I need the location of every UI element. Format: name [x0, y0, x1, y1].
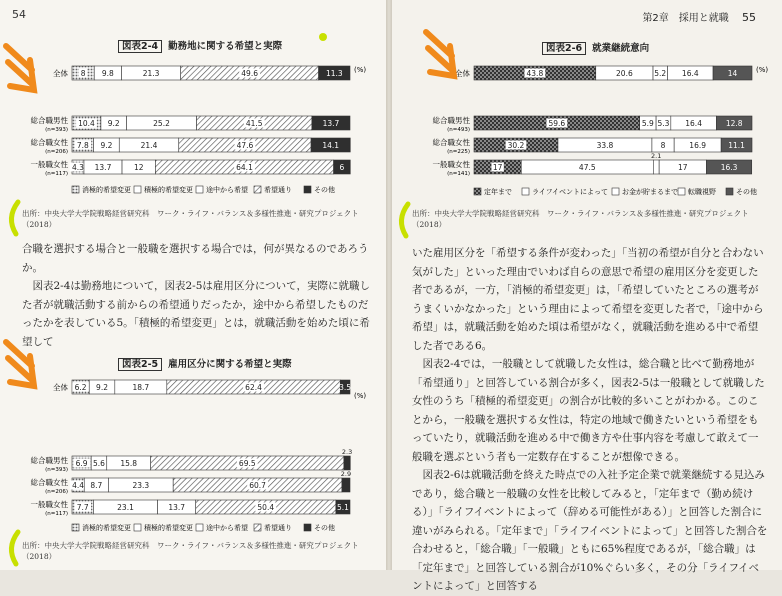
figure-2-5-title [118, 356, 292, 370]
paragraph: いた雇用区分を「希望する条件が変わった」「当初の希望が自分と合わない気がした」といった理由でいわば自らの意思で希望の雇用区分を変更した者であるが，一方，「消極的希望変更」は，「希望していたところの選考がうまくいかなかった」という理由によって希望を変更した者で，「途中から希望」は，就職活動を始めた頃は希望がなく，就職活動を進める中で希望した者である6。 [412, 247, 764, 352]
paragraph: 図表2-4は勤務地について，図表2-5は雇用区分について，実際に就職した者が就職活動する前からの希望通りだったか，途中から希望したものだったかを表している5。「積極的希望変更」とは，就職活動を始めた頃に希望して [22, 280, 370, 348]
data-label: 33.8 [596, 141, 614, 150]
orange-arrow-mark [2, 40, 42, 100]
legend-swatch [304, 186, 311, 193]
data-label: 43.8 [526, 69, 544, 78]
data-label: 5.3 [657, 119, 670, 128]
left-body-text [22, 240, 372, 351]
data-label: 8 [660, 141, 666, 150]
legend-label: 定年まで [484, 188, 512, 196]
bar-segment [342, 478, 350, 492]
data-label: 5.1 [336, 503, 349, 512]
category-label: 総合職女性 [30, 478, 68, 487]
data-label: 2.3 [341, 448, 353, 456]
bar-segment [653, 160, 659, 174]
legend-swatch [522, 188, 529, 195]
unit-label: (%) [354, 66, 367, 74]
data-label: 4.3 [72, 163, 84, 172]
category-note: (n=393) [45, 467, 68, 473]
figure-2-5-source: 出所：中央大学大学院戦略経営研究科 ワーク・ライフ・バランス＆多様性推進・研究プロジェクト（2018） [22, 541, 359, 561]
data-label: 16.4 [681, 69, 699, 78]
data-label: 17 [678, 163, 688, 172]
data-label: 10.4 [78, 119, 95, 128]
paragraph: 図表2-4では，一般職として就職した女性は，総合職と比べて勤務地が「希望通り」と回答している割合が多く，図表2-5は一般職として就職した女性のうち「積極的希望変更」の割合が比較的多いことがわかる。このことから，一般職を選択する女性は，特定の地域で働きたいという希望をもっていたり，就職活動を進める中で働き方や仕事内容を考慮して敢えて一般職を選ぶという者も一定数存在することが想像できる。 [412, 358, 765, 463]
data-label: 50.4 [257, 503, 275, 512]
data-label: 13.7 [168, 503, 186, 512]
legend-label: 転職視野 [688, 188, 716, 196]
data-label: 2.9 [340, 470, 352, 478]
legend-label: その他 [314, 186, 335, 194]
paragraph: 図表2-6は就職活動を終えた時点での入社予定企業で就業継続する見込みであり，総合職と一般職の女性を比較してみると，「定年まで（勤め続ける）」「ライフイベントによって（辞める可能性がある）」と回答した割合に違いがみられる。「定年まで」「ライフイベントによって」と回答した割合を合わせると，「総合職」「一般職」ともに65%程度であるが，「総合職」は「定年まで」と回答している割合が10%ぐらい多く，その分「ライフイベントによって」と回答する [412, 469, 768, 592]
bar-segment [344, 456, 350, 470]
data-label: 16.9 [689, 141, 707, 150]
data-label: 9.2 [96, 383, 108, 392]
data-label: 16.3 [720, 163, 738, 172]
data-label: 47.6 [236, 141, 254, 150]
data-label: 2.1 [651, 152, 662, 160]
figure-title-text: 就業継続意向 [592, 43, 650, 54]
data-label: 21.4 [140, 141, 158, 150]
data-label: 6.9 [75, 459, 88, 468]
data-label: 12 [133, 163, 144, 172]
category-label: 全体 [53, 69, 68, 78]
figure-number: 図表2-6 [542, 42, 586, 55]
legend-label: 積極的希望変更 [144, 186, 193, 194]
page-number-right: 55 [742, 11, 756, 24]
category-note: (n=225) [447, 149, 470, 155]
category-note: (n=141) [447, 171, 470, 177]
category-label: 総合職男性 [30, 116, 68, 125]
unit-label: (%) [354, 392, 367, 400]
figure-title-text: 雇用区分に関する希望と実際 [168, 359, 292, 370]
data-label: 25.2 [153, 119, 170, 128]
data-label: 59.6 [548, 119, 566, 128]
figure-2-6-title [542, 40, 649, 54]
figure-2-6-source: 出所：中央大学大学院戦略経営研究科 ワーク・ライフ・バランス＆多様性推進・研究プロジェクト（2018） [412, 209, 749, 229]
data-label: 47.5 [578, 163, 596, 172]
right-page [392, 0, 782, 592]
data-label: 8 [80, 69, 86, 78]
data-label: 5.2 [654, 69, 667, 78]
legend-swatch [72, 186, 79, 193]
figure-2-4-title [118, 38, 282, 52]
legend-swatch [254, 186, 261, 193]
data-label: 3.5 [339, 383, 352, 392]
yellow-bracket-mark [4, 528, 22, 568]
data-label: 11.1 [728, 141, 745, 150]
data-label: 13.7 [322, 119, 340, 128]
data-label: 9.8 [101, 69, 114, 78]
data-label: 17 [492, 163, 503, 172]
category-label: 全体 [53, 383, 68, 392]
legend-label: 消極的希望変更 [82, 186, 131, 194]
category-label: 一般職女性 [30, 160, 68, 169]
data-label: 14 [727, 69, 738, 78]
legend-swatch [134, 186, 141, 193]
category-label: 全体 [455, 69, 470, 78]
data-label: 69.5 [238, 459, 256, 468]
page-number-left: 54 [12, 8, 26, 21]
orange-arrow-mark [422, 26, 462, 82]
data-label: 60.7 [249, 481, 266, 490]
data-label: 20.6 [616, 69, 633, 78]
legend-label: 途中から希望 [206, 524, 248, 532]
legend-swatch [474, 188, 481, 195]
data-label: 23.3 [132, 481, 150, 490]
data-label: 62.4 [245, 383, 262, 392]
data-label: 14.1 [322, 141, 340, 150]
legend-swatch [726, 188, 733, 195]
data-label: 30.2 [507, 141, 525, 150]
yellow-dot-mark [316, 30, 330, 44]
legend-swatch [196, 186, 203, 193]
legend-swatch [304, 524, 311, 531]
orange-arrow-mark [2, 336, 42, 396]
figure-title-text: 勤務地に関する希望と実際 [168, 41, 283, 52]
data-label: 13.7 [94, 163, 112, 172]
data-label: 12.8 [725, 119, 743, 128]
category-label: 一般職女性 [432, 160, 470, 169]
data-label: 15.8 [120, 459, 138, 468]
figure-number: 図表2-5 [118, 358, 162, 371]
category-note: (n=206) [45, 149, 68, 155]
category-label: 総合職男性 [432, 116, 470, 125]
data-label: 6 [339, 163, 345, 172]
data-label: 11.3 [325, 69, 343, 78]
legend-label: ライフイベントによって [532, 188, 608, 196]
data-label: 5.9 [641, 119, 654, 128]
yellow-bracket-mark [4, 198, 22, 238]
data-label: 7.8 [76, 141, 89, 150]
data-label: 21.3 [142, 69, 160, 78]
legend-label: 消極的希望変更 [82, 524, 131, 532]
right-body-text [412, 244, 768, 596]
data-label: 6.2 [74, 383, 87, 392]
category-note: (n=117) [45, 511, 68, 517]
legend-label: その他 [736, 188, 757, 196]
unit-label: (%) [756, 66, 769, 74]
category-label: 一般職女性 [30, 500, 68, 509]
data-label: 5.6 [92, 459, 105, 468]
data-label: 49.6 [241, 69, 258, 78]
data-label: 8.7 [90, 481, 103, 490]
paragraph: 合職を選択する場合と一般職を選択する場合では，何が異なるのであろうか。 [22, 243, 369, 274]
chapter-header [642, 9, 756, 24]
legend-swatch [678, 188, 685, 195]
category-note: (n=206) [45, 489, 68, 495]
data-label: 23.1 [117, 503, 134, 512]
legend-swatch [196, 524, 203, 531]
category-note: (n=117) [45, 171, 68, 177]
chart-2-5 [0, 370, 386, 536]
category-note: (n=493) [447, 127, 470, 133]
chapter-title: 第2章 採用と就職 [642, 13, 729, 24]
data-label: 18.7 [132, 383, 150, 392]
legend-swatch [254, 524, 261, 531]
yellow-bracket-mark [394, 200, 412, 240]
category-note: (n=393) [45, 127, 68, 133]
legend-label: 途中から希望 [206, 186, 248, 194]
legend-label: その他 [314, 524, 335, 532]
data-label: 9.2 [107, 119, 120, 128]
chart-2-4 [0, 56, 386, 202]
data-label: 7.7 [76, 503, 89, 512]
legend-label: お金が貯まるまで [622, 188, 678, 196]
category-label: 総合職女性 [30, 138, 68, 147]
legend-swatch [72, 524, 79, 531]
data-label: 64.1 [236, 163, 253, 172]
category-label: 総合職女性 [432, 138, 470, 147]
data-label: 9.2 [100, 141, 113, 150]
data-label: 41.5 [245, 119, 263, 128]
left-page [0, 0, 386, 570]
legend-label: 積極的希望変更 [144, 524, 193, 532]
legend-label: 希望通り [264, 524, 292, 532]
category-label: 総合職男性 [30, 456, 68, 465]
data-label: 4.4 [72, 481, 85, 490]
figure-number: 図表2-4 [118, 40, 162, 53]
legend-swatch [134, 524, 141, 531]
legend-label: 希望通り [264, 186, 292, 194]
figure-2-4-source: 出所：中央大学大学院戦略経営研究科 ワーク・ライフ・バランス＆多様性推進・研究プロジェクト（2018） [22, 209, 359, 229]
legend-swatch [612, 188, 619, 195]
data-label: 16.4 [685, 119, 702, 128]
